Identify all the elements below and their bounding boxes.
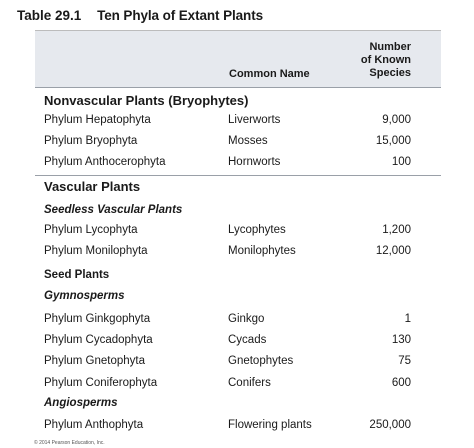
species-count: 250,000 [369, 419, 411, 431]
table-title: Ten Phyla of Extant Plants [97, 8, 263, 23]
table-number: Table 29.1 [17, 8, 82, 23]
section-heading-nonvascular: Nonvascular Plants (Bryophytes) [44, 93, 249, 108]
species-count: 1 [404, 313, 411, 325]
phylum-name: Phylum Hepatophyta [44, 114, 151, 126]
header-count-line: of Known [360, 54, 411, 66]
common-name: Hornworts [228, 156, 281, 168]
header-common-name: Common Name [229, 68, 310, 80]
species-count: 1,200 [382, 224, 411, 236]
phylum-name: Phylum Coniferophyta [44, 377, 158, 389]
common-name: Monilophytes [228, 245, 296, 257]
table-row [35, 131, 441, 152]
species-count: 100 [391, 156, 411, 168]
subsection-heading-seed-plants: Seed Plants [44, 269, 110, 281]
phylum-name: Phylum Lycophyta [44, 224, 138, 236]
table-row [35, 110, 441, 131]
table-row [35, 241, 441, 262]
table-row [35, 415, 441, 436]
copyright-notice: © 2014 Pearson Education, Inc. [34, 440, 105, 446]
table-caption [17, 8, 263, 23]
phylum-name: Phylum Ginkgophyta [44, 313, 151, 325]
species-count: 130 [391, 334, 411, 346]
table-row [35, 330, 441, 351]
subsection-heading-seedless: Seedless Vascular Plants [44, 204, 183, 216]
phylum-name: Phylum Anthocerophyta [44, 156, 166, 168]
header-species-count [331, 41, 411, 80]
phylum-name: Phylum Cycadophyta [44, 334, 153, 346]
species-count: 75 [398, 355, 411, 367]
header-count-line: Number [369, 41, 411, 53]
table-row [35, 309, 441, 330]
common-name: Lycophytes [228, 224, 286, 236]
subsection-heading-angiosperms: Angiosperms [44, 397, 118, 409]
common-name: Cycads [228, 334, 267, 346]
phylum-name: Phylum Monilophyta [44, 245, 148, 257]
phyla-table [35, 30, 441, 443]
common-name: Liverworts [228, 114, 281, 126]
common-name: Gnetophytes [228, 355, 294, 367]
species-count: 600 [391, 377, 411, 389]
subsection-heading-gymnosperms: Gymnosperms [44, 290, 125, 302]
phylum-name: Phylum Gnetophyta [44, 355, 146, 367]
header-count-line: Species [369, 67, 411, 79]
table-row [35, 152, 441, 173]
table-row [35, 351, 441, 372]
table-header [35, 31, 441, 88]
common-name: Ginkgo [228, 313, 265, 325]
common-name: Mosses [228, 135, 268, 147]
species-count: 15,000 [375, 135, 411, 147]
table-row [35, 220, 441, 241]
phylum-name: Phylum Anthophyta [44, 419, 144, 431]
section-divider [35, 175, 441, 176]
species-count: 12,000 [375, 245, 411, 257]
common-name: Flowering plants [228, 419, 312, 431]
section-heading-vascular: Vascular Plants [44, 179, 141, 194]
common-name: Conifers [228, 377, 271, 389]
table-row [35, 373, 441, 394]
species-count: 9,000 [382, 114, 411, 126]
phylum-name: Phylum Bryophyta [44, 135, 138, 147]
